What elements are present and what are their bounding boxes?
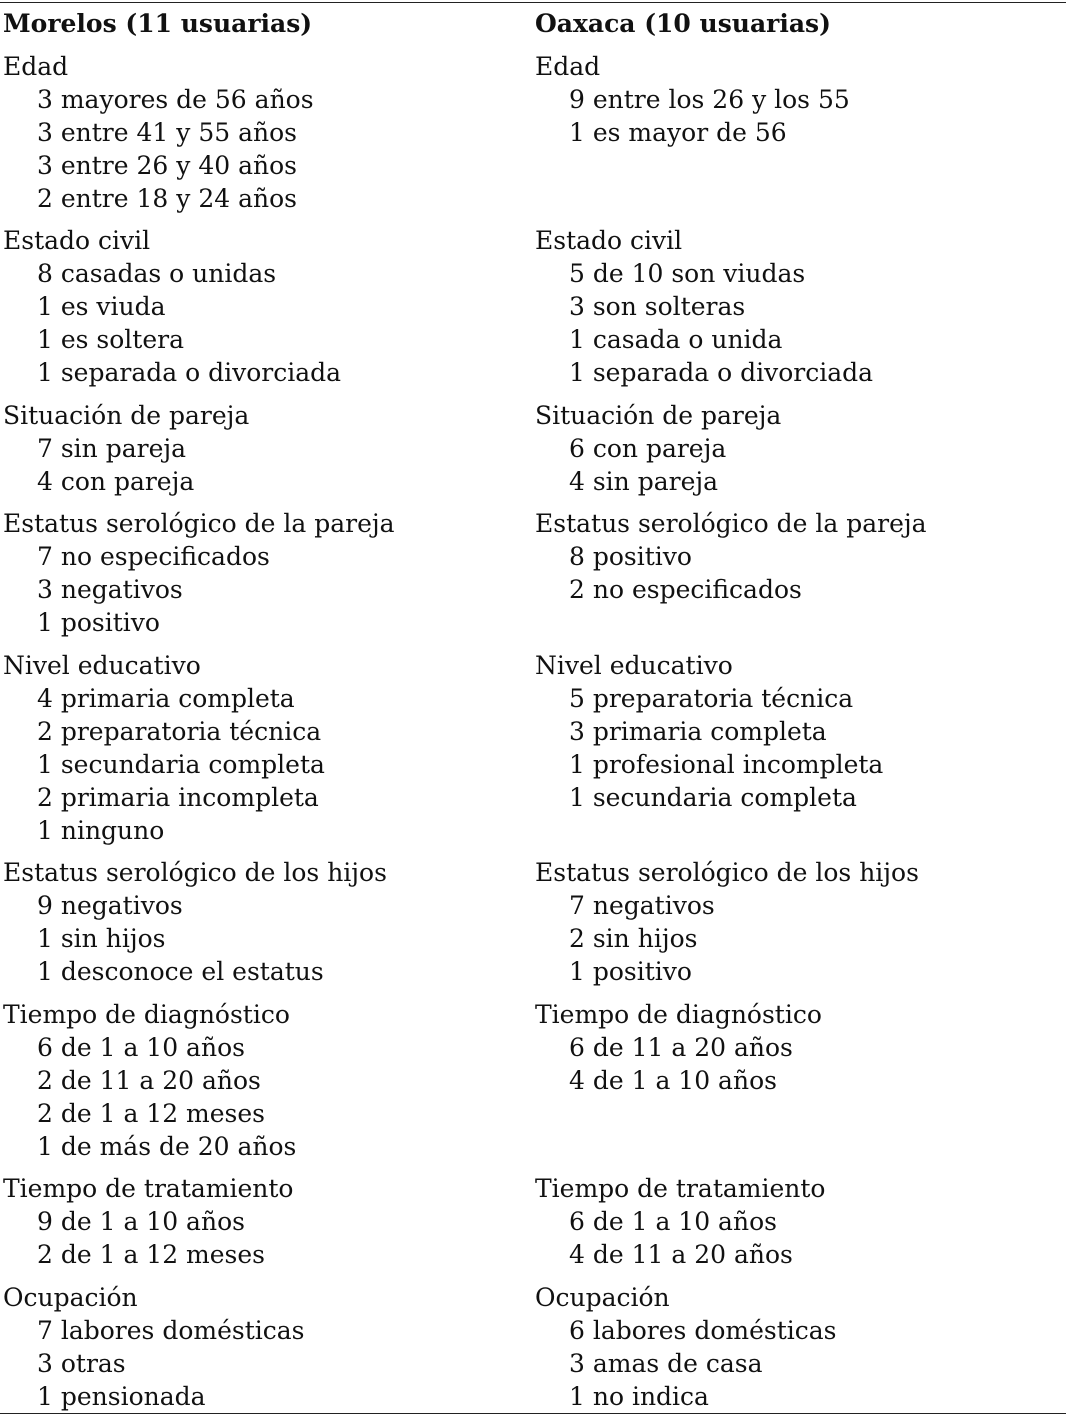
section-title: Tiempo de diagnóstico <box>535 999 822 1029</box>
section <box>535 1172 1060 1271</box>
section-title: Nivel educativo <box>535 650 733 680</box>
section-title: Edad <box>3 51 69 81</box>
section <box>535 224 1060 389</box>
section <box>535 399 1060 498</box>
section-item: 1 positivo <box>569 957 692 986</box>
section-item: 2 preparatoria técnica <box>37 716 322 746</box>
section-item: 6 labores domésticas <box>569 1315 837 1345</box>
section <box>535 649 1060 847</box>
blank-row <box>535 182 1060 215</box>
section-item: 9 negativos <box>37 891 183 920</box>
section-item: 8 positivo <box>569 542 692 571</box>
section-item: 1 profesional incompleta <box>569 749 884 779</box>
section-item: 1 es mayor de 56 <box>569 117 787 147</box>
section-item: 6 con pareja <box>569 433 727 463</box>
section <box>3 507 523 639</box>
section <box>3 856 523 988</box>
section-title: Estatus serológico de la pareja <box>535 509 927 538</box>
section-item: 4 de 11 a 20 años <box>569 1240 793 1269</box>
section-item: 7 negativos <box>569 891 715 920</box>
section-item: 2 no especificados <box>569 575 802 604</box>
section-item: 2 sin hijos <box>569 924 698 953</box>
blank-row <box>535 149 1060 182</box>
section-title: Situación de pareja <box>535 400 782 430</box>
section-item: 5 preparatoria técnica <box>569 683 854 713</box>
section-item: 3 amas de casa <box>569 1348 763 1378</box>
section-item: 6 de 1 a 10 años <box>37 1032 245 1062</box>
section-title: Tiempo de diagnóstico <box>3 999 290 1029</box>
section-item: 5 de 10 son viudas <box>569 259 806 288</box>
blank-row <box>535 606 1060 639</box>
section-item: 9 entre los 26 y los 55 <box>569 84 850 114</box>
section-title: Tiempo de tratamiento <box>3 1174 294 1203</box>
section-item: 1 pensionada <box>37 1381 206 1411</box>
section-item: 3 otras <box>37 1348 126 1378</box>
section-item: 1 de más de 20 años <box>37 1131 297 1161</box>
blank-row <box>535 1097 1060 1130</box>
section-item: 4 de 1 a 10 años <box>569 1065 777 1095</box>
column-oaxaca <box>535 7 1060 1413</box>
section-item: 3 son solteras <box>569 292 746 321</box>
section-item: 1 sin hijos <box>37 924 166 953</box>
section-item: 7 no especificados <box>37 542 270 571</box>
section-item: 3 mayores de 56 años <box>37 84 314 114</box>
section-item: 1 positivo <box>37 608 160 637</box>
section-item: 4 sin pareja <box>569 466 719 496</box>
section-item: 2 de 1 a 12 meses <box>37 1240 266 1269</box>
section-item: 8 casadas o unidas <box>37 259 277 288</box>
section-item: 4 con pareja <box>37 466 195 496</box>
section-item: 1 separada o divorciada <box>37 358 342 387</box>
section <box>3 50 523 215</box>
section-item: 2 de 1 a 12 meses <box>37 1098 266 1128</box>
section-title: Estatus serológico de los hijos <box>3 858 387 887</box>
section-item: 9 de 1 a 10 años <box>37 1207 245 1236</box>
section-item: 1 secundaria completa <box>569 782 857 812</box>
section <box>3 224 523 389</box>
section <box>3 1281 523 1413</box>
section-item: 3 entre 26 y 40 años <box>37 150 297 180</box>
section-item: 1 ninguno <box>37 815 165 845</box>
section-title: Estatus serológico de los hijos <box>535 858 919 887</box>
top-rule <box>0 2 1066 3</box>
section-item: 3 primaria completa <box>569 716 827 746</box>
section-item: 2 primaria incompleta <box>37 782 319 812</box>
section-item: 3 entre 41 y 55 años <box>37 117 297 147</box>
section-item: 1 desconoce el estatus <box>37 957 324 986</box>
section-item: 6 de 11 a 20 años <box>569 1032 793 1062</box>
section <box>3 1172 523 1271</box>
section-item: 1 secundaria completa <box>37 749 325 779</box>
section-title: Ocupación <box>3 1282 138 1312</box>
section-item: 4 primaria completa <box>37 683 295 713</box>
section-title: Edad <box>535 51 601 81</box>
section <box>535 50 1060 215</box>
section-item: 2 entre 18 y 24 años <box>37 183 297 213</box>
section-item: 2 de 11 a 20 años <box>37 1065 261 1095</box>
section-title: Tiempo de tratamiento <box>535 1174 826 1203</box>
section-item: 3 negativos <box>37 575 183 604</box>
section-item: 1 es soltera <box>37 325 184 354</box>
section-item: 7 sin pareja <box>37 433 187 463</box>
section-title: Estado civil <box>535 226 683 255</box>
section <box>535 507 1060 639</box>
blank-row <box>535 814 1060 847</box>
section <box>3 399 523 498</box>
section-title: Situación de pareja <box>3 400 250 430</box>
column-header: Morelos (11 usuarias) <box>3 9 313 38</box>
section-title: Estatus serológico de la pareja <box>3 509 395 538</box>
section-title: Ocupación <box>535 1282 670 1312</box>
bottom-rule <box>0 1413 1066 1414</box>
section-title: Estado civil <box>3 226 151 255</box>
section-item: 1 es viuda <box>37 292 166 321</box>
section <box>3 998 523 1163</box>
section <box>535 856 1060 988</box>
column-morelos <box>3 7 523 1413</box>
section-item: 1 no indica <box>569 1381 709 1411</box>
section-item: 1 separada o divorciada <box>569 358 874 387</box>
section <box>535 1281 1060 1413</box>
section-item: 6 de 1 a 10 años <box>569 1207 777 1236</box>
section <box>535 998 1060 1163</box>
section-item: 1 casada o unida <box>569 325 783 354</box>
column-header: Oaxaca (10 usuarias) <box>535 9 831 38</box>
blank-row <box>535 1130 1060 1163</box>
section <box>3 649 523 847</box>
section-title: Nivel educativo <box>3 650 201 680</box>
section-item: 7 labores domésticas <box>37 1315 305 1345</box>
